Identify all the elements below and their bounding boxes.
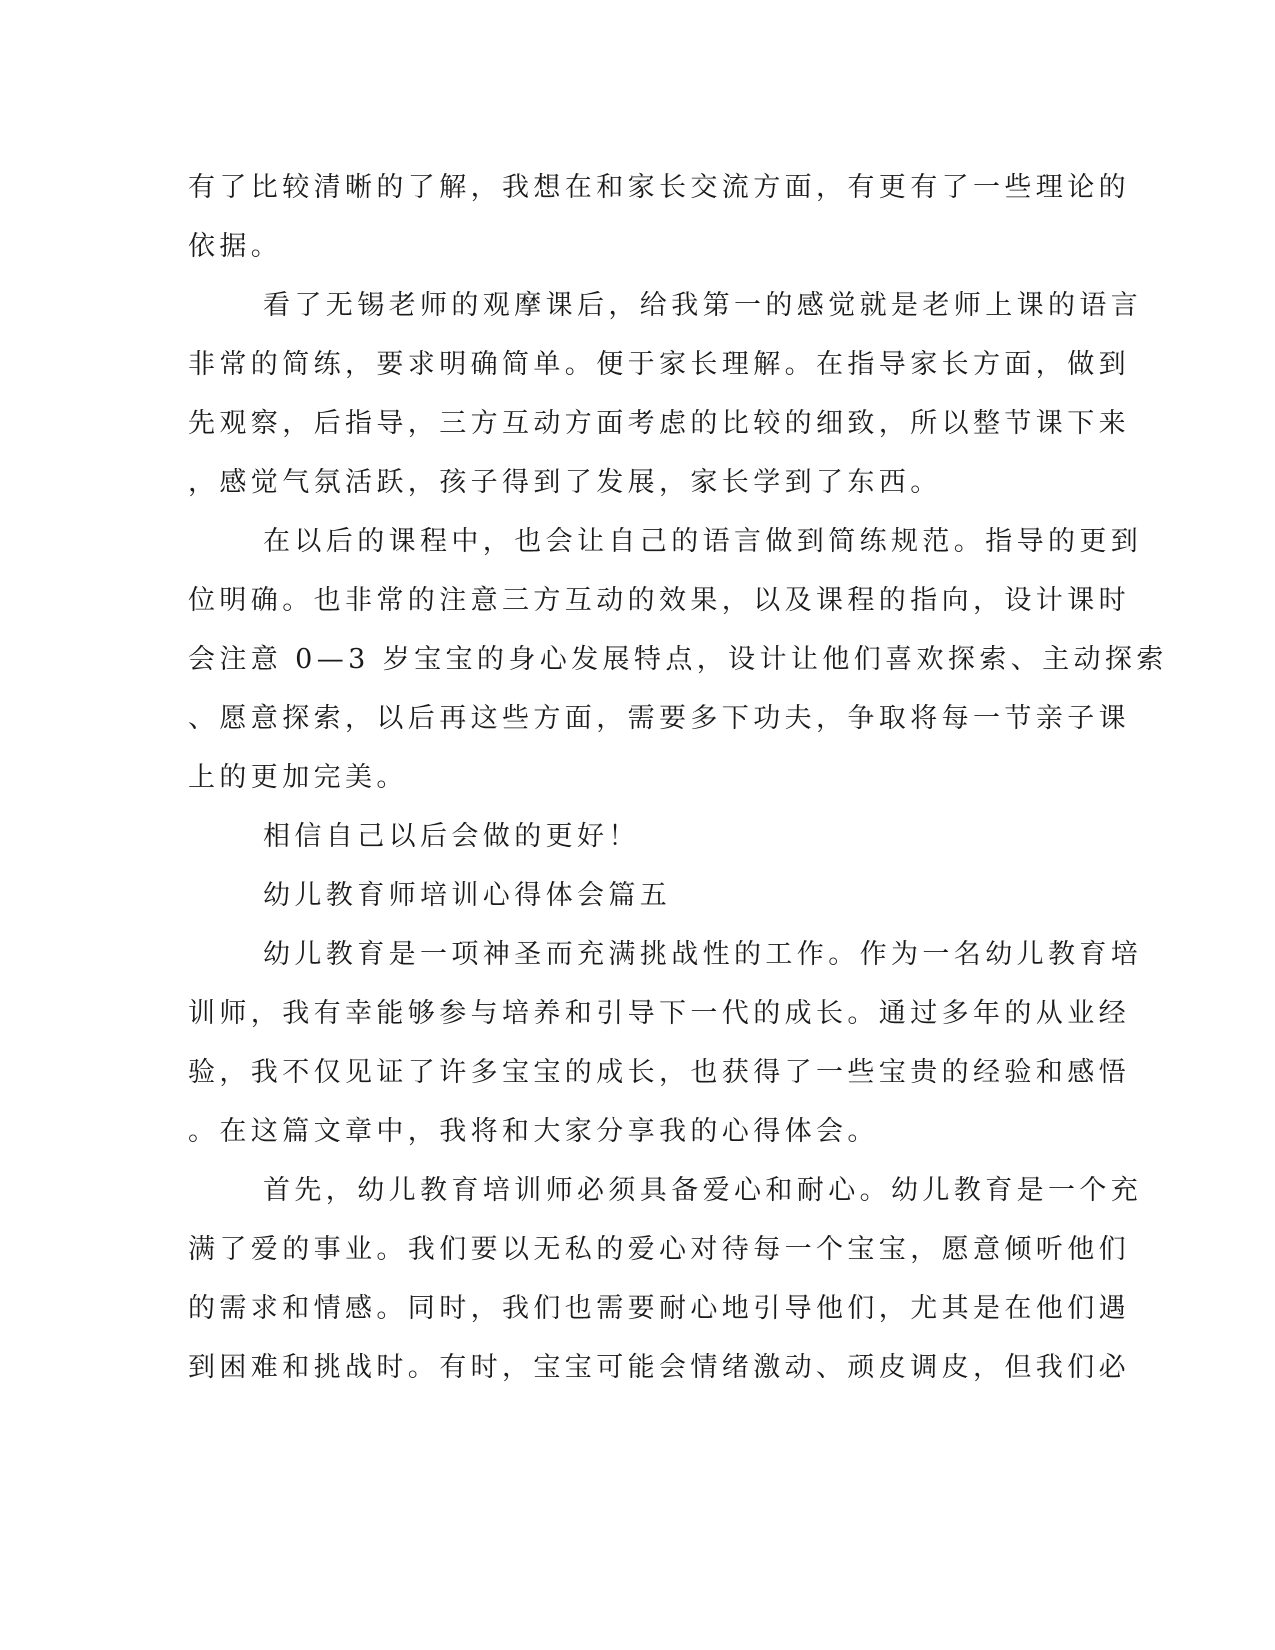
paragraph-start: 看了无锡老师的观摩课后，给我第一的感觉就是老师上课的语言	[263, 290, 1143, 321]
paragraph-start: 相信自己以后会做的更好！	[263, 821, 640, 852]
text-line: 先观察，后指导，三方互动方面考虑的比较的细致，所以整节课下来	[188, 408, 1130, 439]
text-line: 到困难和挑战时。有时，宝宝可能会情绪激动、顽皮调皮，但我们必	[188, 1352, 1130, 1383]
section-heading: 幼儿教育师培训心得体会篇五	[263, 880, 672, 911]
text-line: 验，我不仅见证了许多宝宝的成长，也获得了一些宝贵的经验和感悟	[188, 1057, 1130, 1088]
document-body	[188, 158, 1168, 1397]
text-line: 训师，我有幸能够参与培养和引导下一代的成长。通过多年的从业经	[188, 998, 1130, 1029]
text-line: 依据。	[188, 231, 283, 262]
text-line: 非常的简练，要求明确简单。便于家长理解。在指导家长方面，做到	[188, 349, 1130, 380]
text-line: 位明确。也非常的注意三方互动的效果，以及课程的指向，设计课时	[188, 585, 1130, 616]
text-line: 满了爱的事业。我们要以无私的爱心对待每一个宝宝，愿意倾听他们	[188, 1234, 1130, 1265]
text-line: 上的更加完美。	[188, 762, 408, 793]
paragraph-start: 在以后的课程中，也会让自己的语言做到简练规范。指导的更到	[263, 526, 1143, 557]
text-line: 、愿意探索，以后再这些方面，需要多下功夫，争取将每一节亲子课	[188, 703, 1130, 734]
text-line: 会注意 0—3 岁宝宝的身心发展特点，设计让他们喜欢探索、主动探索	[188, 644, 1168, 675]
text-line: ，感觉气氛活跃，孩子得到了发展，家长学到了东西。	[188, 467, 942, 498]
text-line: 的需求和情感。同时，我们也需要耐心地引导他们，尤其是在他们遇	[188, 1293, 1130, 1324]
paragraph-start: 首先，幼儿教育培训师必须具备爱心和耐心。幼儿教育是一个充	[263, 1175, 1143, 1206]
text-line: 有了比较清晰的了解，我想在和家长交流方面，有更有了一些理论的	[188, 172, 1130, 203]
text-line: 。在这篇文章中，我将和大家分享我的心得体会。	[188, 1116, 879, 1147]
paragraph-start: 幼儿教育是一项神圣而充满挑战性的工作。作为一名幼儿教育培	[263, 939, 1143, 970]
